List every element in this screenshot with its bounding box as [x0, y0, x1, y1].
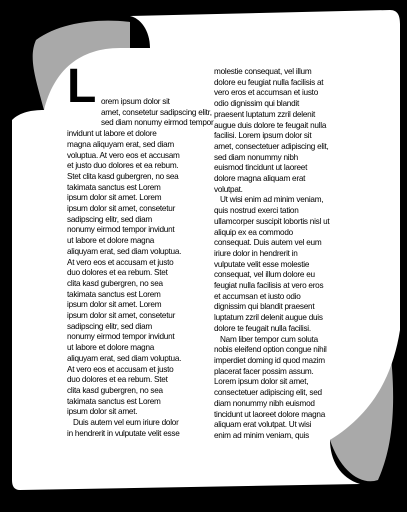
text-line: voluptua. At vero eos et accusam: [67, 150, 180, 160]
text-line: imperdiet doming id quod mazim: [214, 355, 325, 365]
text-line: odio dignissim qui blandit: [214, 99, 299, 109]
text-line: takimata sanctus est Lorem: [67, 396, 161, 406]
text-line: amet, consetetur sadipscing elitr,: [101, 107, 212, 117]
text-line: clita kasd gubergren, no sea: [67, 385, 163, 395]
text-column-left: [67, 60, 214, 440]
text-line: dolore magna aliquam erat: [214, 174, 306, 184]
text-line: dignissim qui blandit praesent: [214, 302, 315, 312]
text-line: facilisi. Lorem ipsum dolor sit: [214, 131, 312, 141]
text-line: takimata sanctus est Lorem: [67, 182, 161, 192]
text-line: Nam liber tempor cum soluta: [220, 334, 318, 344]
text-line: praesent luptatum zzril delenit: [214, 109, 316, 119]
text-line: aliquyam erat, sed diam voluptua.: [67, 246, 182, 256]
text-line: At vero eos et accusam et justo: [67, 364, 174, 374]
text-line: clita kasd gubergren, no sea: [67, 278, 163, 288]
text-line: quis nostrud exerci tation: [214, 206, 299, 216]
text-line: et justo duo dolores et ea rebum.: [67, 161, 179, 171]
text-line: Lorem ipsum dolor sit amet,: [214, 377, 309, 387]
text-line: aliquyam erat, sed diam voluptua.: [67, 353, 182, 363]
text-line: feugiat nulla facilisis at vero eros: [214, 281, 324, 291]
text-line: placerat facer possim assum.: [214, 366, 314, 376]
text-line: ipsum dolor sit amet. Lorem: [67, 300, 162, 310]
text-line: takimata sanctus est Lorem: [67, 289, 161, 299]
text-line: sadipscing elitr, sed diam: [67, 321, 152, 331]
text-line: amet, consectetuer adipiscing elit,: [214, 141, 329, 151]
text-line: Duis autem vel eum iriure dolor: [73, 418, 179, 428]
text-line: et accumsan et iusto odio: [214, 291, 301, 301]
text-line: ipsum dolor sit amet, consetetur: [67, 311, 176, 321]
text-line: nonumy eirmod tempor invidunt: [67, 332, 175, 342]
text-line: ipsum dolor sit amet.: [67, 407, 138, 417]
text-line: luptatum zzril delenit augue duis: [214, 313, 323, 323]
text-line: Stet clita kasd gubergren, no sea: [67, 171, 179, 181]
text-line: sadipscing elitr, sed diam: [67, 214, 152, 224]
text-line: magna aliquyam erat, sed diam: [67, 139, 174, 149]
text-line: consequat, vel illum dolore eu: [214, 270, 315, 280]
text-line: dolore te feugait nulla facilisi.: [214, 323, 311, 333]
text-line: diam nonummy nibh euismod: [214, 398, 315, 408]
text-line: sed diam nonumy eirmod tempor: [101, 118, 214, 128]
text-line: augue duis dolore te feugait nulla: [214, 120, 327, 130]
text-line: orem ipsum dolor sit: [101, 97, 170, 106]
text-line: molestie consequat, vel illum: [214, 67, 312, 76]
text-line: tincidunt ut laoreet dolore magna: [214, 409, 326, 419]
text-line: iriure dolor in hendrerit in: [214, 248, 298, 258]
text-line: Ut wisi enim ad minim veniam,: [220, 195, 324, 205]
text-line: ipsum dolor sit amet, consetetur: [67, 204, 176, 214]
text-line: ipsum dolor sit amet. Lorem: [67, 193, 162, 203]
text-line: nonumy eirmod tempor invidunt: [67, 225, 175, 235]
text-line: ut labore et dolore magna: [67, 236, 155, 246]
text-line: euismod tincidunt ut laoreet: [214, 163, 308, 173]
text-line: consequat. Duis autem vel eum: [214, 238, 322, 248]
text-line: duo dolores et ea rebum. Stet: [67, 268, 168, 278]
text-line: aliquam erat volutpat. Ut wisi: [214, 420, 312, 430]
drop-cap: L: [67, 60, 97, 113]
text-column-right: [214, 67, 349, 442]
text-line: invidunt ut labore et dolore: [67, 129, 157, 139]
text-line: vero eros et accumsan et iusto: [214, 88, 318, 98]
text-line: vulputate velit esse molestie: [214, 259, 310, 269]
text-line: ut labore et dolore magna: [67, 343, 155, 353]
text-line: enim ad minim veniam, quis: [214, 430, 309, 440]
text-line: aliquip ex ea commodo: [214, 227, 293, 237]
text-line: in hendrerit in vulputate velit esse: [67, 428, 180, 438]
text-line: At vero eos et accusam et justo: [67, 257, 174, 267]
text-line: sed diam nonummy nibh: [214, 152, 298, 162]
text-line: duo dolores et ea rebum. Stet: [67, 375, 168, 385]
text-line: ullamcorper suscipit lobortis nisl ut: [214, 216, 330, 226]
text-line: nobis eleifend option congue nihil: [214, 345, 327, 355]
text-line: consectetuer adipiscing elit, sed: [214, 388, 322, 398]
text-line: volutpat.: [214, 184, 243, 194]
text-line: dolore eu feugiat nulla facilisis at: [214, 77, 324, 87]
